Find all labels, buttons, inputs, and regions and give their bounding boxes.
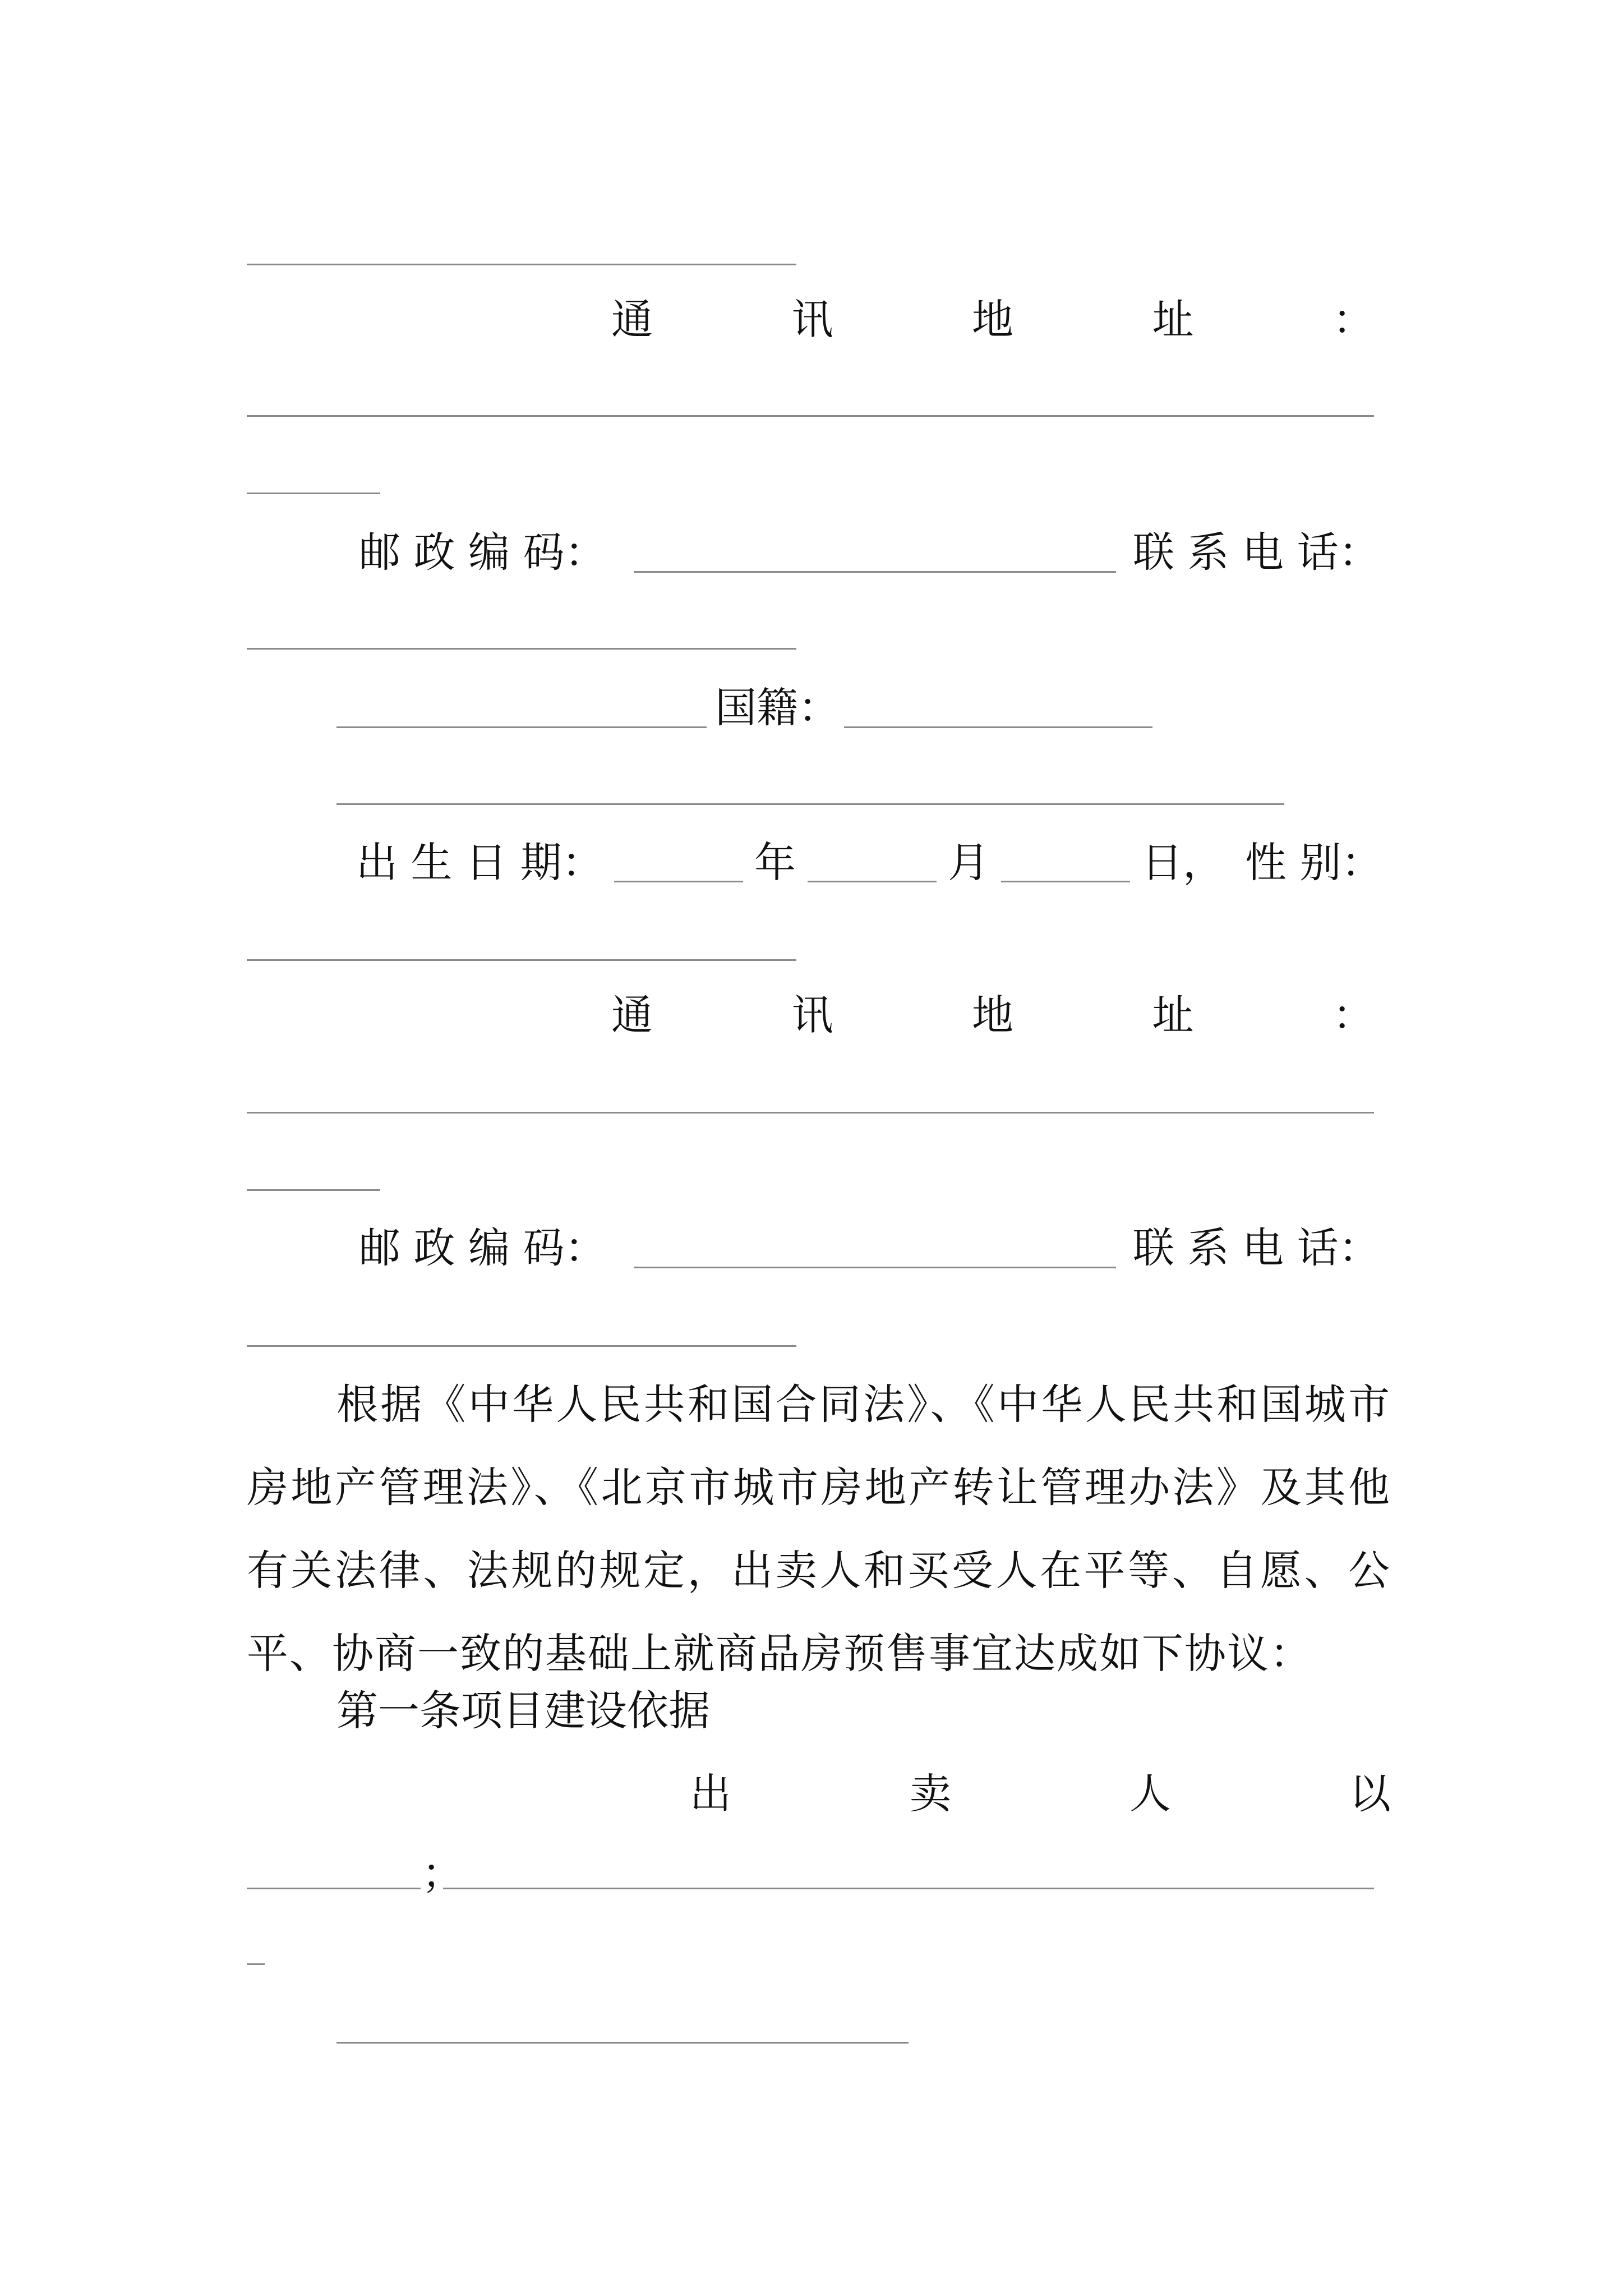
blank-line	[443, 1888, 1374, 1889]
address-label	[611, 292, 1374, 348]
nationality-blank	[844, 726, 1152, 728]
address-char: 讯	[791, 991, 833, 1039]
address-char: 地	[972, 296, 1013, 344]
address-char: 通	[611, 991, 653, 1039]
name-blank	[336, 726, 707, 728]
address-label	[611, 987, 1374, 1043]
postal-code-label: 邮 政 编 码：	[359, 1224, 606, 1272]
postal-code-label: 邮 政 编 码：	[359, 528, 606, 577]
seller-char: 以	[1349, 1770, 1391, 1818]
blank-line	[336, 803, 1284, 805]
seller-char: 出	[690, 1770, 731, 1818]
birth-month-blank	[808, 881, 937, 882]
address-char: 址	[1152, 991, 1194, 1039]
seller-line	[690, 1766, 1391, 1822]
blank-line	[247, 1112, 1374, 1114]
nationality-label: 国籍：	[715, 684, 840, 732]
blank-line	[247, 1345, 796, 1347]
birth-day-blank	[1001, 881, 1130, 882]
address-char: 讯	[791, 296, 833, 344]
phone-label: 联 系 电 话：	[1133, 1224, 1380, 1272]
blank-line	[336, 2042, 909, 2044]
blank-line	[247, 264, 796, 265]
seller-char: 卖	[910, 1770, 951, 1818]
blank-line	[247, 1888, 421, 1889]
postal-code-blank	[634, 571, 1116, 573]
body-paragraph: 根据《中华人民共和国合同法》、《中华人民共和国城市房地产管理法》、《北京市城市房地产转让管理办法》及其他有关法律、法规的规定，出卖人和买受人在平等、自愿、公平、协商一致的基础上就商品房预售事宜达成如下协议：	[247, 1381, 1391, 1678]
address-char: 通	[611, 296, 653, 344]
blank-line	[247, 415, 1374, 417]
month-label: 月	[948, 839, 989, 887]
phone-label: 联 系 电 话：	[1133, 528, 1380, 577]
postal-code-blank	[634, 1267, 1116, 1268]
blank-line	[247, 648, 796, 650]
blank-line	[247, 959, 796, 961]
address-char: 地	[972, 991, 1013, 1039]
blank-line	[247, 1189, 380, 1191]
birth-year-blank	[614, 881, 743, 882]
birth-date-label: 出 生 日 期：	[356, 839, 603, 887]
gender-label: 性 别：	[1245, 839, 1383, 887]
address-char: ：	[1332, 991, 1374, 1039]
semicolon: ；	[422, 1849, 463, 1898]
day-label: 日，	[1141, 839, 1224, 887]
address-char: ：	[1332, 296, 1374, 344]
blank-line	[247, 1963, 265, 1965]
seller-char: 人	[1129, 1770, 1171, 1818]
blank-line	[247, 493, 380, 494]
article-title: 第一条项目建设依据	[336, 1687, 710, 1735]
address-char: 址	[1152, 296, 1194, 344]
year-label: 年	[754, 839, 796, 887]
